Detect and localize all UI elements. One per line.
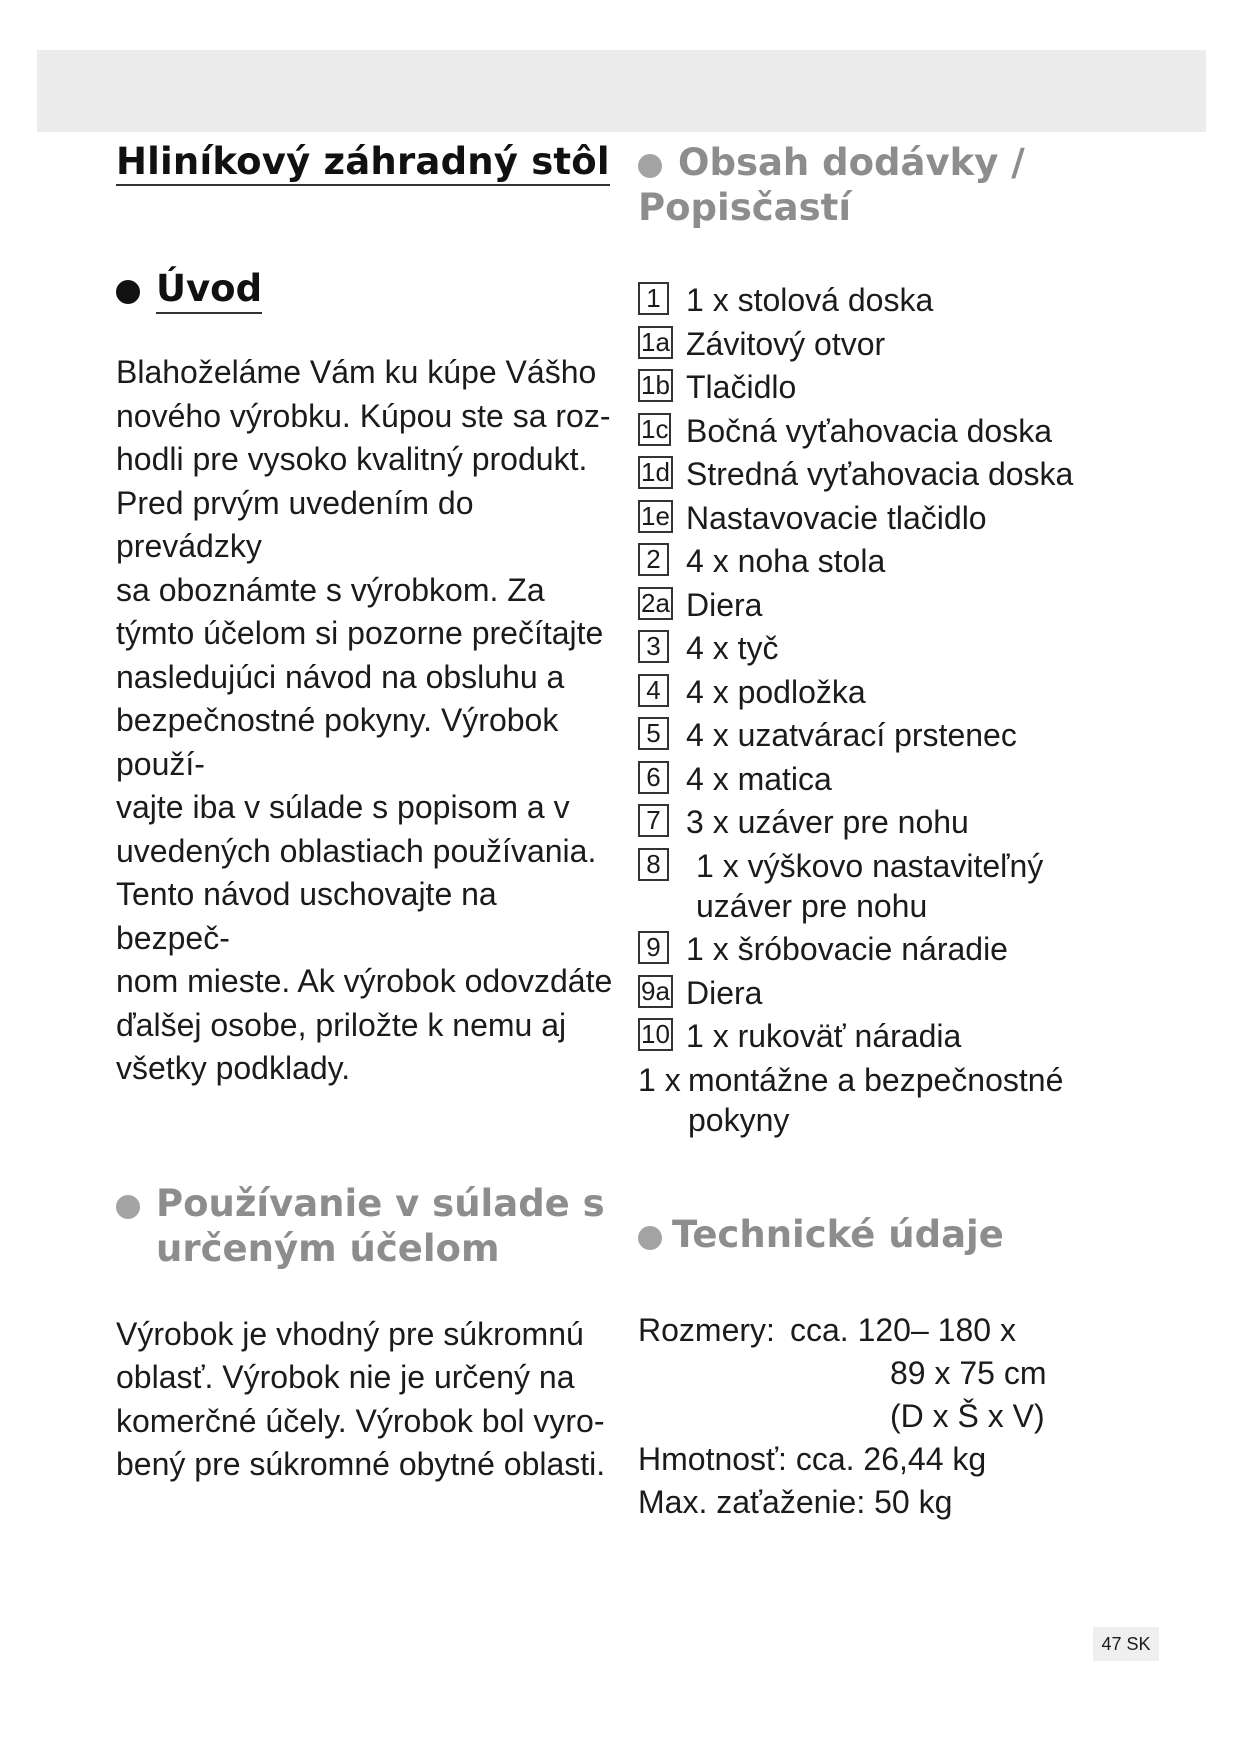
part-text: 4 x noha stola bbox=[686, 543, 886, 579]
contents-heading-line2: Popisčastí bbox=[638, 186, 852, 229]
bullet-dot-icon bbox=[116, 1195, 140, 1219]
spec-dimensions bbox=[638, 1309, 1158, 1438]
part-text: 4 x tyč bbox=[686, 630, 779, 666]
list-item bbox=[638, 628, 1158, 668]
list-item bbox=[638, 802, 1158, 842]
part-text: 3 x uzáver pre nohu bbox=[686, 804, 969, 840]
spec-max-load: Max. zaťaženie: 50 kg bbox=[638, 1483, 953, 1520]
spec-dimensions-label: Rozmery: bbox=[638, 1311, 775, 1348]
list-item bbox=[638, 324, 1158, 364]
part-number: 7 bbox=[638, 804, 669, 837]
right-column bbox=[638, 140, 1158, 1524]
part-number: 1d bbox=[638, 456, 673, 489]
list-item bbox=[638, 973, 1158, 1013]
intended-use-heading-line1: Používanie v súlade s bbox=[156, 1181, 605, 1225]
part-text: 4 x podložka bbox=[686, 673, 866, 710]
list-item bbox=[638, 715, 1158, 755]
list-item bbox=[638, 846, 1158, 926]
list-item bbox=[638, 541, 1158, 581]
part-number: 10 bbox=[638, 1018, 673, 1051]
part-number: 6 bbox=[638, 761, 669, 794]
part-number: 2 bbox=[638, 543, 669, 576]
bullet-dot-icon bbox=[116, 280, 140, 304]
part-text: 1 x výškovo nastaviteľný uzáver pre nohu bbox=[696, 847, 1044, 924]
list-item bbox=[638, 280, 1158, 320]
list-item bbox=[638, 454, 1158, 494]
left-column bbox=[116, 140, 616, 1487]
list-item bbox=[638, 367, 1158, 407]
spec-weight: Hmotnosť: cca. 26,44 kg bbox=[638, 1440, 987, 1477]
intro-text: Blahoželáme Vám ku kúpe Vášho nového výrobku. Kúpou ste sa roz- hodli pre vysoko kvalitný produkt. Pred prvým uvedením do prevádzky sa oboznámte s výrobkom. Za týmto účelom si pozorne prečítajte nasledujúci návod na obsluhu a bezpečnostné pokyny. Výrobok použí- vajte iba v súlade s popisom a v uvedených oblastiach používania. Tento návod uschovajte na bezpeč- nom mieste. Ak výrobok odovzdáte ďalšej osobe, priložte k nemu aj všetky podklady. bbox=[116, 354, 613, 1086]
part-text: Bočná vyťahovacia doska bbox=[686, 412, 1052, 449]
part-number: 1a bbox=[638, 326, 673, 359]
part-number: 1b bbox=[638, 369, 673, 402]
intended-use-heading bbox=[116, 1181, 616, 1271]
list-item bbox=[638, 1060, 1158, 1140]
intro-heading-text: Úvod bbox=[156, 267, 262, 314]
spec-dimensions-value-3: (D x Š x V) bbox=[890, 1397, 1045, 1434]
part-number: 2a bbox=[638, 587, 673, 620]
extra-item-label: 1 x bbox=[638, 1061, 681, 1098]
list-item bbox=[638, 759, 1158, 799]
parts-list bbox=[638, 280, 1158, 1140]
part-number: 8 bbox=[638, 848, 669, 881]
list-item bbox=[638, 498, 1158, 538]
part-text: Nastavovacie tlačidlo bbox=[686, 499, 987, 536]
part-number: 9 bbox=[638, 931, 669, 964]
part-number: 1 bbox=[638, 282, 669, 315]
list-item bbox=[638, 672, 1158, 712]
part-number: 5 bbox=[638, 717, 669, 750]
header-band bbox=[37, 50, 1206, 132]
part-text: 1 x šróbovacie náradie bbox=[686, 931, 1008, 967]
page-number: 47 SK bbox=[1093, 1627, 1159, 1661]
technical-specs bbox=[638, 1309, 1158, 1524]
technical-heading bbox=[638, 1212, 1158, 1257]
part-text: Diera bbox=[686, 974, 763, 1011]
bullet-dot-icon bbox=[638, 1226, 662, 1250]
contents-heading bbox=[638, 140, 1158, 230]
intended-use-text: Výrobok je vhodný pre súkromnú oblasť. Výrobok nie je určený na komerčné účely. Výrobok bol vyro- bený pre súkromné obytné oblasti. bbox=[116, 1315, 606, 1482]
spec-dimensions-value-1: cca. 120– 180 x bbox=[790, 1311, 1016, 1348]
list-item bbox=[638, 1016, 1158, 1056]
bullet-dot-icon bbox=[638, 154, 662, 178]
intended-use-heading-line2: určeným účelom bbox=[156, 1226, 500, 1270]
document-title: Hliníkový záhradný stôl bbox=[116, 140, 610, 186]
part-number: 4 bbox=[638, 674, 669, 707]
part-text: Tlačidlo bbox=[686, 369, 797, 405]
list-item bbox=[638, 585, 1158, 625]
part-text: 1 x rukoväť náradia bbox=[686, 1018, 962, 1054]
part-text: Stredná vyťahovacia doska bbox=[686, 456, 1074, 492]
part-text: Diera bbox=[686, 586, 763, 623]
part-text: 1 x stolová doska bbox=[686, 282, 934, 318]
part-number: 3 bbox=[638, 630, 669, 663]
list-item bbox=[638, 411, 1158, 451]
technical-heading-text: Technické údaje bbox=[672, 1212, 1004, 1256]
part-number: 9a bbox=[638, 975, 673, 1008]
part-text: 4 x uzatvárací prstenec bbox=[686, 717, 1017, 753]
part-number: 1e bbox=[638, 500, 673, 533]
spec-dimensions-value-2: 89 x 75 cm bbox=[890, 1354, 1047, 1391]
contents-heading-line1: Obsah dodávky / bbox=[678, 141, 1025, 184]
extra-item-text: montážne a bezpečnostné pokyny bbox=[688, 1061, 1064, 1138]
part-text: Závitový otvor bbox=[686, 325, 886, 362]
intro-heading bbox=[116, 266, 616, 311]
part-number: 1c bbox=[638, 413, 671, 446]
part-text: 4 x matica bbox=[686, 760, 832, 797]
list-item bbox=[638, 929, 1158, 969]
